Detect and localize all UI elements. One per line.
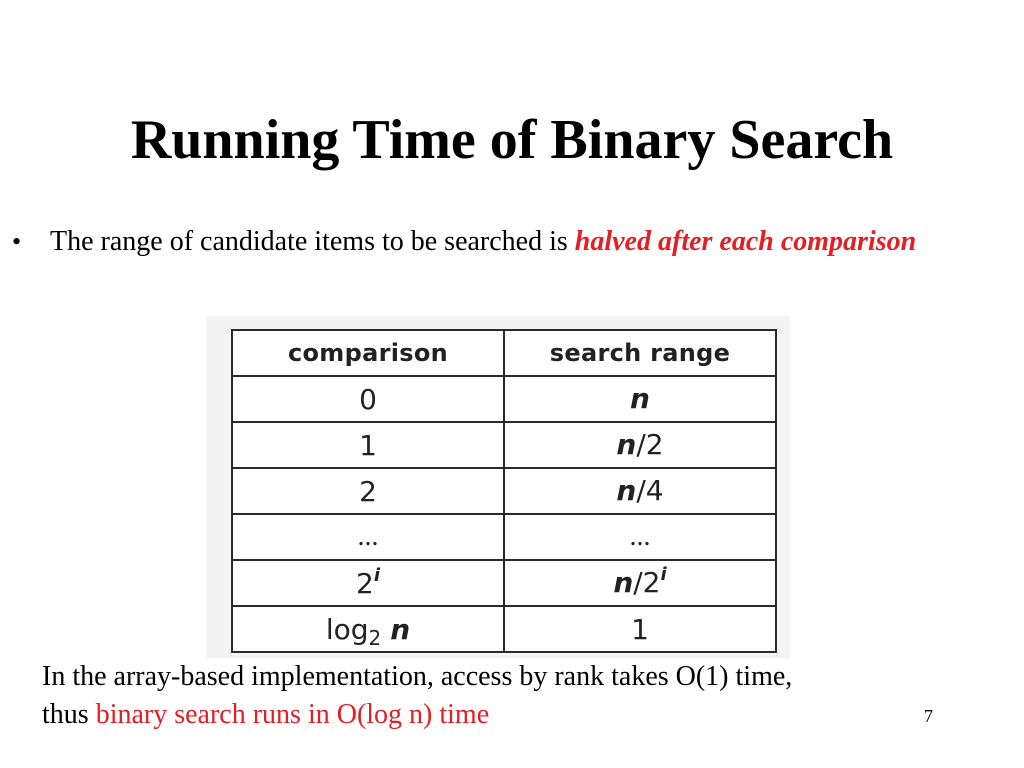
table-row — [232, 514, 776, 560]
slide-title: Running Time of Binary Search — [130, 109, 894, 171]
range-suffix: /2 — [636, 428, 664, 461]
search-range-cell — [504, 514, 776, 560]
comparison-cell: 2 — [232, 468, 504, 514]
range-variable: n — [616, 428, 637, 461]
search-range-cell — [504, 560, 776, 606]
power-exponent: i — [373, 564, 380, 586]
bullet-icon: • — [12, 227, 22, 256]
table-header-row — [232, 330, 776, 376]
table-row — [232, 422, 776, 468]
bullet-text-plain: The range of candidate items to be searched is — [50, 226, 575, 257]
comparison-cell: 1 — [232, 422, 504, 468]
search-range-cell — [504, 376, 776, 422]
range-variable: n — [630, 382, 650, 415]
footer-text — [42, 658, 982, 734]
comparison-cell: ... — [232, 514, 504, 560]
bullet-text-emphasis: halved after each comparison — [574, 226, 917, 257]
search-range-table — [231, 329, 777, 653]
table-row — [232, 468, 776, 514]
comparison-cell: 0 — [232, 376, 504, 422]
table-row — [232, 560, 776, 606]
table-row — [232, 606, 776, 652]
range-variable: n — [616, 474, 637, 507]
search-range-cell — [504, 468, 776, 514]
search-range-cell: 1 — [504, 606, 776, 652]
power-base: 2 — [356, 566, 374, 600]
footer-line-2-highlight: binary search runs in O(log n) time — [95, 699, 490, 730]
comparison-cell — [232, 560, 504, 606]
search-range-table-panel — [206, 316, 790, 658]
range-suffix: /4 — [636, 474, 664, 507]
bullet-text — [50, 222, 970, 262]
page-number: 7 — [924, 706, 933, 726]
range-divisor: /2 — [633, 566, 661, 599]
footer-line-1: In the array-based implementation, access by rank takes O(1) time, — [42, 661, 793, 692]
table-row — [232, 376, 776, 422]
log-variable: n — [390, 612, 411, 646]
column-header-search-range: search range — [504, 330, 776, 376]
log-base: 2 — [368, 625, 382, 650]
footer-line-2 — [42, 696, 982, 734]
log-function: log — [325, 612, 369, 646]
column-header-comparison: comparison — [232, 330, 504, 376]
range-variable: n — [613, 566, 634, 599]
comparison-cell — [232, 606, 504, 652]
footer-line-2-plain: thus — [42, 699, 96, 730]
range-exponent: i — [660, 564, 667, 585]
search-range-cell — [504, 422, 776, 468]
range-suffix: ... — [629, 521, 651, 552]
